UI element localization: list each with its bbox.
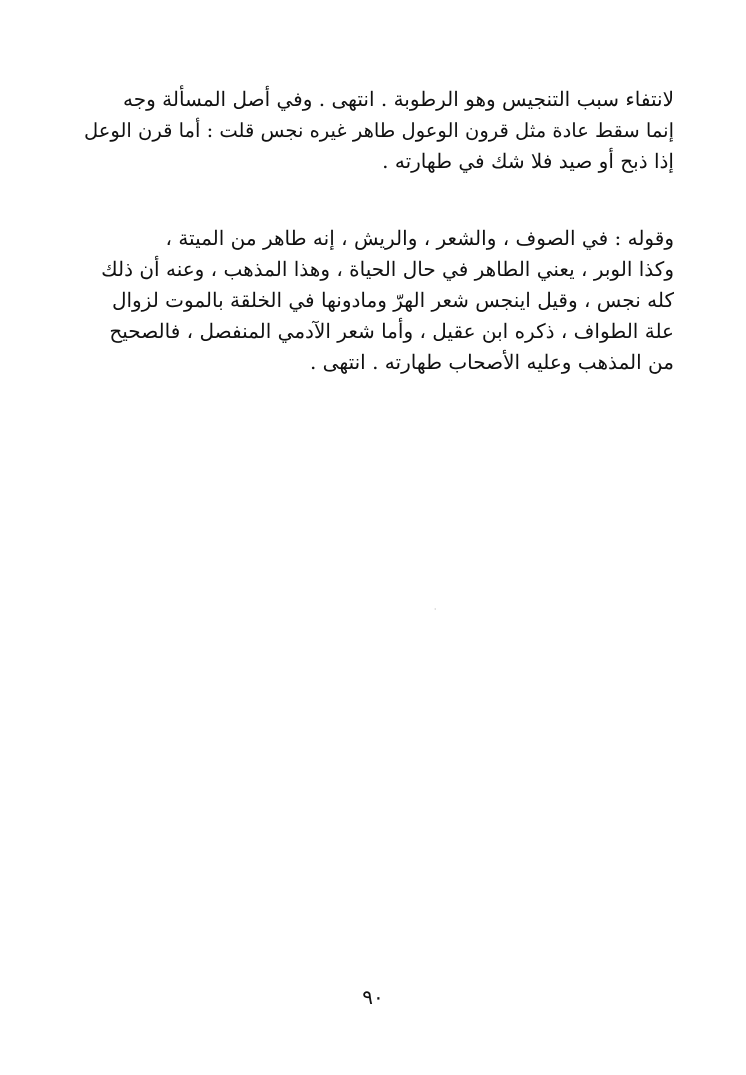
paragraph-2-line-5: من المذهب وعليه الأصحاب طهارته . انتهى . — [309, 350, 674, 374]
paragraph-1-line-2: إنما سقط عادة مثل قرون الوعول طاهر غيره نجس قلت : أما قرن الوعل — [83, 119, 674, 142]
paragraph-1-line-1: لانتفاء سبب التنجيس وهو الرطوبة . انتهى . وفي أصل المسألة وجه — [123, 87, 674, 111]
scan-speck: ⸱ — [434, 605, 437, 615]
page-number: ٩٠ — [362, 985, 384, 1009]
paragraph-2-line-4: علة الطواف ، ذكره ابن عقيل ، وأما شعر الآدمي المنفصل ، فالصحيح — [109, 319, 674, 343]
paragraph-2-line-2: وكذا الوبر ، يعني الطاهر في حال الحياة ، وهذا المذهب ، وعنه أن ذلك — [101, 257, 674, 281]
paragraph-1-line-3: إذا ذبح أو صيد فلا شك في طهارته . — [382, 149, 674, 173]
paragraph-2-line-3: كله نجس ، وقيل اينجس شعر الهرّ ومادونها في الخلقة بالموت لزوال — [111, 288, 674, 312]
paragraph-1 — [70, 84, 674, 177]
paragraph-2-line-1: وقوله : في الصوف ، والشعر ، والريش ، إنه طاهر من الميتة ، — [165, 226, 674, 250]
paragraph-2 — [70, 223, 674, 378]
